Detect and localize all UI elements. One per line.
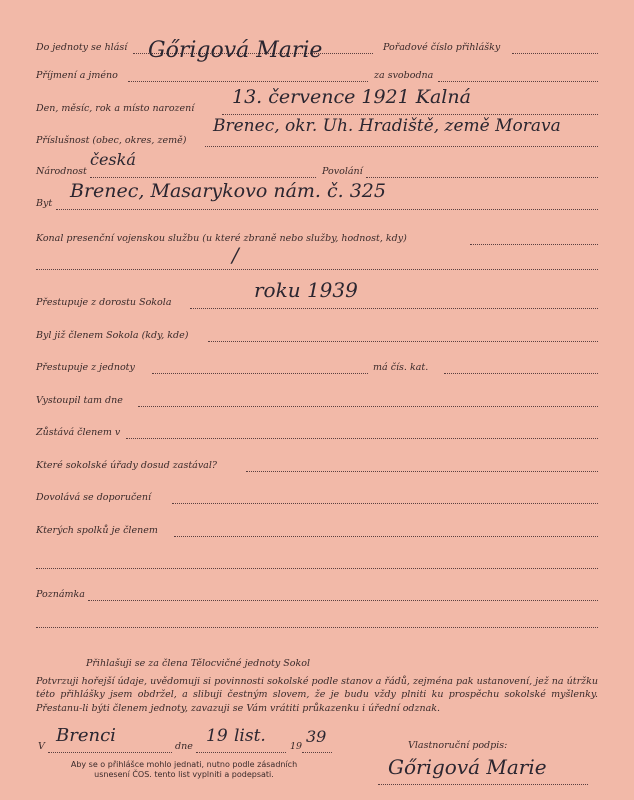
line-za-svobodna	[438, 81, 598, 82]
label-do-jednoty: Do jednoty se hlásí	[36, 42, 128, 53]
line-povolani	[366, 177, 598, 178]
line-poznamka-2	[36, 627, 598, 628]
hw-misto: Brenci	[56, 725, 116, 746]
label-prislusnost: Příslušnost (obec, okres, země)	[36, 135, 187, 146]
hw-do-jednoty: Gőrigová Marie	[148, 38, 323, 63]
line-z-jednoty	[152, 373, 368, 374]
line-prijmeni	[128, 81, 368, 82]
label-z-jednoty: Přestupuje z jednoty	[36, 362, 135, 373]
line-z-dorostu	[190, 308, 598, 309]
hw-narodnost: česká	[90, 150, 136, 169]
line-zustava	[126, 438, 598, 439]
hw-byt: Brenec, Masarykovo nám. č. 325	[70, 180, 386, 202]
line-byl-clenem	[208, 341, 598, 342]
label-narodnost: Národnost	[36, 166, 87, 177]
line-urady	[246, 471, 598, 472]
line-misto	[48, 752, 172, 753]
line-rok	[302, 752, 332, 753]
line-den	[196, 752, 286, 753]
label-zustava: Zůstává členem v	[36, 427, 121, 438]
label-vystoupil: Vystoupil tam dne	[36, 395, 123, 406]
footnote	[40, 760, 328, 780]
line-podpis	[378, 784, 588, 785]
label-urady: Které sokolské úřady dosud zastával?	[36, 460, 217, 471]
line-poznamka	[88, 600, 598, 601]
label-poznamka: Poznámka	[36, 589, 85, 600]
label-podpis: Vlastnoruční podpis:	[408, 740, 508, 751]
line-narodnost	[90, 177, 316, 178]
label-prijmeni: Příjmení a jméno	[36, 70, 118, 81]
label-byl-clenem: Byl již členem Sokola (kdy, kde)	[36, 330, 189, 341]
label-dne: dne	[175, 741, 193, 752]
label-vojenska: Konal presenční vojenskou službu (u které zbraně nebo služby, hodnost, kdy)	[36, 233, 407, 244]
line-spolky	[174, 536, 598, 537]
label-poradove-cislo: Pořadové číslo přihlášky	[383, 42, 501, 53]
line-doporuceni	[172, 503, 598, 504]
label-za-svobodna: za svobodna	[374, 70, 434, 81]
label-v: V	[38, 741, 45, 752]
footnote-line-2: usnesení ČOS. tento list vyplniti a podepsati.	[94, 770, 274, 779]
label-spolky: Kterých spolků je členem	[36, 525, 158, 536]
line-byt	[56, 209, 598, 210]
label-povolani: Povolání	[322, 166, 363, 177]
line-narozeni	[222, 114, 598, 115]
footnote-line-1: Aby se o přihlášce mohlo jednati, nutno podle zásadních	[70, 760, 298, 769]
label-z-dorostu: Přestupuje z dorostu Sokola	[36, 297, 172, 308]
hw-podpis: Gőrigová Marie	[388, 755, 547, 779]
hw-rok: 39	[306, 727, 327, 746]
hw-prislusnost: Brenec, okr. Uh. Hradiště, země Morava	[213, 116, 561, 136]
label-ma-cis-kat: má čís. kat.	[373, 362, 429, 373]
label-byt: Byt	[36, 198, 53, 209]
hw-z-dorostu: roku 1939	[254, 278, 358, 302]
hw-mesic: list.	[234, 726, 266, 746]
line-vojenska-2	[36, 269, 598, 270]
line-vystoupil	[138, 406, 598, 407]
label-narozeni: Den, měsíc, rok a místo narození	[36, 103, 195, 114]
label-doporuceni: Dovolává se doporučení	[36, 492, 152, 503]
hw-vojenska: /	[232, 243, 239, 267]
declaration-heading: Přihlašuji se za člena Tělocvičné jednoty Sokol	[86, 658, 310, 669]
label-year-prefix: 19	[290, 741, 303, 752]
declaration-text: Potvrzuji hořejší údaje, uvědomuji si povinnosti sokolské podle stanov a řádů, zejména pak ustanovení, jež na útržku této přihlášky jsem obdržel, a slibuji čestným slovem, že je budu vždy plniti ku prospěchu sokolské myšlenky. Přestanu-li býti členem jednoty, zavazuji se Vám vrátiti průkazenku i úřední odznak.	[36, 676, 598, 714]
line-vojenska-1	[470, 244, 598, 245]
line-ma-cis-kat	[444, 373, 598, 374]
hw-den: 19	[206, 726, 228, 746]
line-prislusnost	[205, 146, 598, 147]
hw-narozeni: 13. července 1921 Kalná	[232, 86, 471, 108]
line-poradove-cislo	[512, 53, 598, 54]
line-spolky-2	[36, 568, 598, 569]
